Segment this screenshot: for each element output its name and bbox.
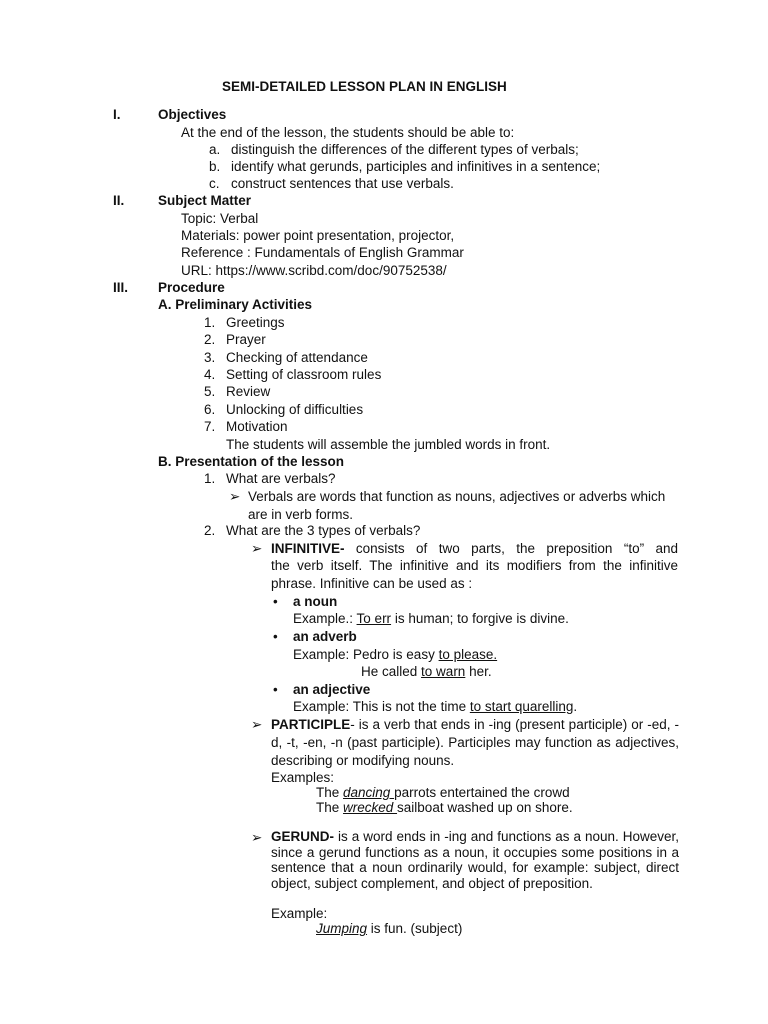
subsection-heading: B. Presentation of the lesson bbox=[158, 454, 345, 469]
section-heading: Subject Matter bbox=[158, 193, 252, 208]
example-label: Example: bbox=[271, 906, 328, 921]
list-marker: 7. bbox=[204, 419, 216, 434]
gerund-definition bbox=[271, 829, 679, 891]
subsection-heading: A. Preliminary Activities bbox=[158, 297, 313, 312]
list-item: construct sentences that use verbals. bbox=[231, 176, 454, 191]
list-marker: a. bbox=[209, 142, 221, 157]
gerund-definition-text: is a word ends in -ing and functions as a noun. However, since a gerund functions as a noun, it occupies some positions in a sentence that a noun ordinarily would, for example: subject, direct object, subject complement, and object of preposition. bbox=[271, 829, 679, 891]
infinitive-definition bbox=[271, 540, 678, 557]
list-marker: 2. bbox=[204, 523, 216, 538]
example-verbal: to start quarelling bbox=[469, 699, 574, 714]
example-sentence bbox=[293, 698, 577, 715]
question-text: What are the 3 types of verbals? bbox=[226, 523, 421, 538]
example-prefix: The bbox=[316, 800, 344, 815]
bullet-icon: • bbox=[273, 629, 278, 644]
arrow-bullet-icon: ➢ bbox=[251, 541, 263, 556]
example-suffix: sailboat washed up on shore. bbox=[397, 800, 573, 815]
infinitive-term: INFINITIVE- bbox=[271, 541, 345, 556]
subject-reference: Reference : Fundamentals of English Grammar bbox=[181, 245, 464, 260]
gerund-term: GERUND- bbox=[271, 829, 334, 844]
list-item: Greetings bbox=[226, 315, 285, 330]
subject-topic: Topic: Verbal bbox=[181, 211, 259, 226]
list-item: Motivation bbox=[226, 419, 288, 434]
objectives-intro: At the end of the lesson, the students should be able to: bbox=[181, 125, 515, 140]
list-marker: 2. bbox=[204, 332, 216, 347]
arrow-bullet-icon: ➢ bbox=[229, 489, 241, 504]
participle-definition-text: - is a verb that ends in -ing (present participle) or -ed, -d, -t, -en, -n (past participle). Participles may function as adjectives, describing or modifying nouns. bbox=[271, 717, 679, 768]
example-sentence bbox=[293, 646, 497, 663]
example-suffix: . bbox=[573, 699, 578, 714]
list-marker: 5. bbox=[204, 384, 216, 399]
subject-materials: Materials: power point presentation, projector, bbox=[181, 228, 455, 243]
section-number: I. bbox=[113, 107, 121, 122]
example-verbal: dancing bbox=[343, 785, 395, 800]
list-item: Review bbox=[226, 384, 271, 399]
example-verbal: to warn bbox=[421, 664, 466, 679]
list-marker: b. bbox=[209, 159, 221, 174]
list-item: identify what gerunds, participles and infinitives in a sentence; bbox=[231, 159, 601, 174]
example-prefix: He called bbox=[361, 664, 422, 679]
example-prefix: Example.: bbox=[293, 611, 357, 626]
use-label: an adverb bbox=[293, 629, 357, 644]
section-heading: Procedure bbox=[158, 280, 225, 295]
example-suffix: is human; to forgive is divine. bbox=[391, 611, 569, 626]
example-sentence bbox=[316, 799, 573, 816]
arrow-bullet-icon: ➢ bbox=[251, 830, 263, 845]
section-number: III. bbox=[113, 280, 129, 295]
subject-url: URL: https://www.scribd.com/doc/90752538/ bbox=[181, 263, 447, 278]
use-label: an adjective bbox=[293, 682, 371, 697]
example-verbal: Jumping bbox=[316, 921, 368, 936]
example-suffix: her. bbox=[465, 664, 492, 679]
example-verbal: To err bbox=[356, 611, 392, 626]
list-marker: 6. bbox=[204, 402, 216, 417]
arrow-bullet-icon: ➢ bbox=[251, 717, 263, 732]
section-heading: Objectives bbox=[158, 107, 227, 122]
example-suffix: parrots entertained the crowd bbox=[394, 785, 570, 800]
infinitive-definition-rest: the verb itself. The infinitive and its modifiers from the infinitive phrase. Infinitive can be used as : bbox=[271, 558, 678, 591]
example-prefix: Example: This is not the time bbox=[293, 699, 470, 714]
list-item: Prayer bbox=[226, 332, 266, 347]
bullet-icon: • bbox=[273, 682, 278, 697]
list-marker: 3. bbox=[204, 350, 216, 365]
example-verbal: wrecked bbox=[343, 800, 398, 815]
example-sentence bbox=[361, 663, 492, 680]
use-label: a noun bbox=[293, 594, 338, 609]
list-marker: 1. bbox=[204, 471, 216, 486]
list-marker: 4. bbox=[204, 367, 216, 382]
list-marker: c. bbox=[209, 176, 220, 191]
list-marker: 1. bbox=[204, 315, 216, 330]
examples-label: Examples: bbox=[271, 770, 335, 785]
section-number: II. bbox=[113, 193, 125, 208]
example-prefix: The bbox=[316, 785, 344, 800]
bullet-icon: • bbox=[273, 594, 278, 609]
motivation-note: The students will assemble the jumbled words in front. bbox=[226, 437, 551, 452]
list-item: Setting of classroom rules bbox=[226, 367, 382, 382]
list-item: Checking of attendance bbox=[226, 350, 368, 365]
list-item: distinguish the differences of the different types of verbals; bbox=[231, 142, 579, 157]
document-title: SEMI-DETAILED LESSON PLAN IN ENGLISH bbox=[222, 79, 507, 94]
participle-term: PARTICIPLE bbox=[271, 717, 351, 732]
list-item: Unlocking of difficulties bbox=[226, 402, 364, 417]
example-verbal: to please. bbox=[438, 647, 498, 662]
verbals-definition: Verbals are words that function as nouns, adjectives or adverbs which are in verb forms. bbox=[248, 489, 666, 522]
example-prefix: Example: Pedro is easy bbox=[293, 647, 439, 662]
example-sentence bbox=[293, 610, 569, 627]
infinitive-definition-start: consists of two parts, the preposition “to” and bbox=[355, 541, 678, 556]
example-suffix: is fun. (subject) bbox=[367, 921, 463, 936]
question-text: What are verbals? bbox=[226, 471, 336, 486]
participle-definition bbox=[271, 716, 679, 770]
example-sentence bbox=[316, 920, 462, 937]
